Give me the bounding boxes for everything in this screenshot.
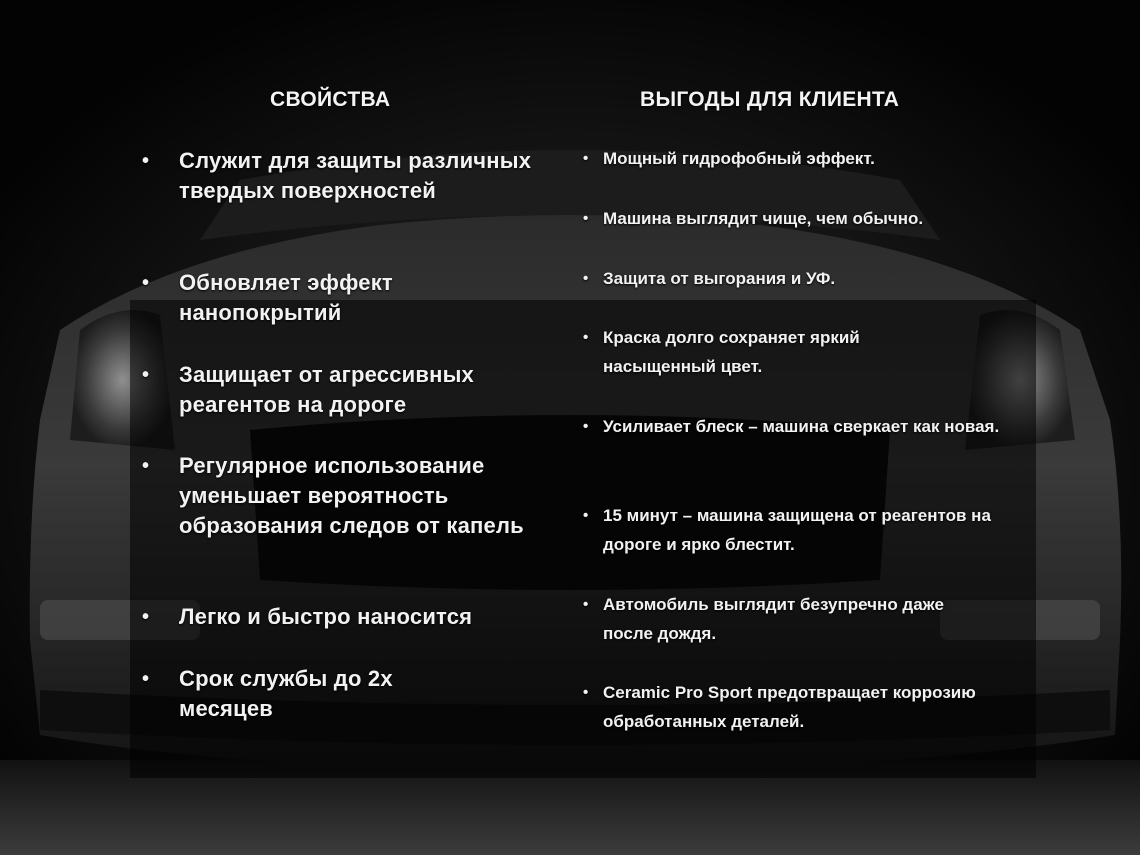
bullet-icon: • [583, 418, 589, 435]
bullet-icon: • [583, 210, 589, 227]
list-item: • Обновляет эффект нанопокрытий [142, 270, 393, 325]
list-item: • Мощный гидрофобный эффект. [583, 144, 1023, 173]
list-item: • Краска долго сохраняет яркий насыщенный цвет. [583, 323, 943, 381]
list-item: • Служит для защиты различных твердых поверхностей [142, 148, 532, 203]
bullet-icon: • [142, 455, 150, 477]
list-item: • Автомобиль выглядит безупречно даже после дождя. [583, 590, 983, 648]
list-item: • Защищает от агрессивных реагентов на дороге [142, 362, 474, 417]
list-item: • 15 минут – машина защищена от реагентов на дороге и ярко блестит. [583, 501, 1003, 559]
bullet-icon: • [583, 507, 589, 524]
list-item: • Защита от выгорания и УФ. [583, 264, 1023, 293]
list-item: • Срок службы до 2х месяцев [142, 666, 393, 721]
benefits-heading: ВЫГОДЫ ДЛЯ КЛИЕНТА [640, 88, 900, 111]
bullet-icon: • [142, 150, 150, 172]
bullet-icon: • [583, 150, 589, 167]
bullet-icon: • [142, 272, 150, 294]
bullet-icon: • [583, 329, 589, 346]
list-item: • Усиливает блеск – машина сверкает как новая. [583, 412, 1003, 441]
list-item: • Ceramic Pro Sport предотвращает коррозию обработанных деталей. [583, 678, 993, 736]
properties-heading: СВОЙСТВА [270, 88, 391, 111]
bullet-icon: • [583, 684, 589, 701]
list-item: • Регулярное использование уменьшает вероятность образования следов от капель [142, 453, 524, 538]
bullet-icon: • [583, 596, 589, 613]
bullet-icon: • [583, 270, 589, 287]
list-item: • Легко и быстро наносится [142, 602, 559, 632]
bullet-icon: • [142, 364, 150, 386]
list-item: • Машина выглядит чище, чем обычно. [583, 204, 1023, 233]
bullet-icon: • [142, 668, 150, 690]
bullet-icon: • [142, 606, 150, 628]
